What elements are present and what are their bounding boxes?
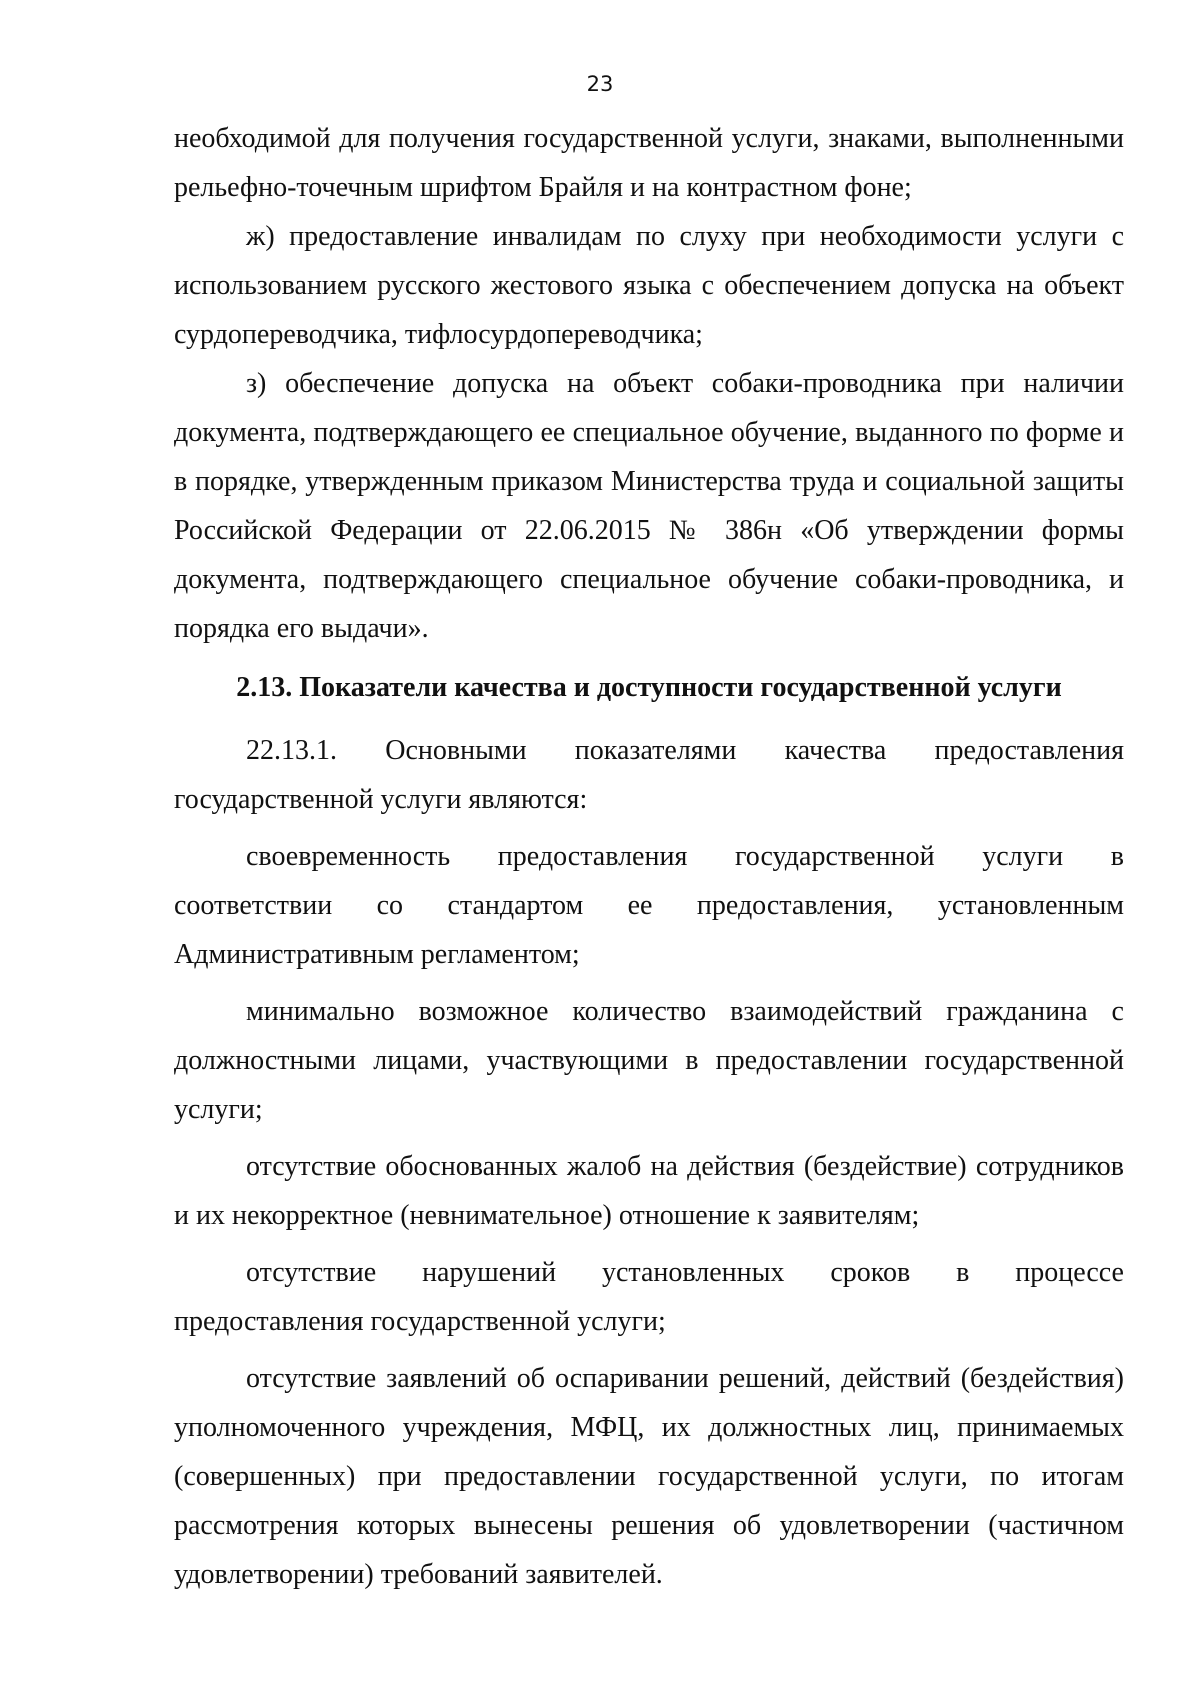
page-number: 23 [586,72,614,96]
paragraph-item-zh: ж) предоставление инвалидам по слуху при необходимости услуги с использованием русского жестового языка с обеспечением допуска на объект сурдопереводчика, тифлосурдопереводчика; [174,221,1124,350]
paragraph-minimal-interactions: минимально возможное количество взаимодействий гражданина с должностными лицами, участвующими в предоставлении государственной услуги; [174,996,1124,1125]
paragraph-no-challenges: отсутствие заявлений об оспаривании решений, действий (бездействия) уполномоченного учреждения, МФЦ, их должностных лиц, принимаемых (совершенных) при предоставлении государственной услуги, по итогам рассмотрения которых вынесены решения об удовлетворении (частичном удовлетворении) требований заявителей. [174,1363,1124,1590]
paragraph-no-complaints: отсутствие обоснованных жалоб на действия (бездействие) сотрудников и их некорректное (невнимательное) отношение к заявителям; [174,1151,1124,1231]
section-heading: 2.13. Показатели качества и доступности государственной услуги [236,672,1062,703]
paragraph-no-deadline-violations: отсутствие нарушений установленных сроков в процессе предоставления государственной услуги; [174,1257,1124,1337]
paragraph-quality-indicators: 22.13.1. Основными показателями качества предоставления государственной услуги являются: [174,735,1124,815]
paragraph-timeliness: своевременность предоставления государственной услуги в соответствии со стандартом ее предоставления, установленным Административным регламентом; [174,841,1124,970]
paragraph-continuation: необходимой для получения государственной услуги, знаками, выполненными рельефно-точечным шрифтом Брайля и на контрастном фоне; [174,123,1124,203]
document-body [174,114,1124,1599]
paragraph-item-z: з) обеспечение допуска на объект собаки-проводника при наличии документа, подтверждающего ее специальное обучение, выданного по форме и в порядке, утвержденным приказом Министерства труда и социальной защиты Российской Федерации от 22.06.2015 № 386н «Об утверждении формы документа, подтверждающего специальное обучение собаки-проводника, и порядка его выдачи». [174,368,1124,644]
